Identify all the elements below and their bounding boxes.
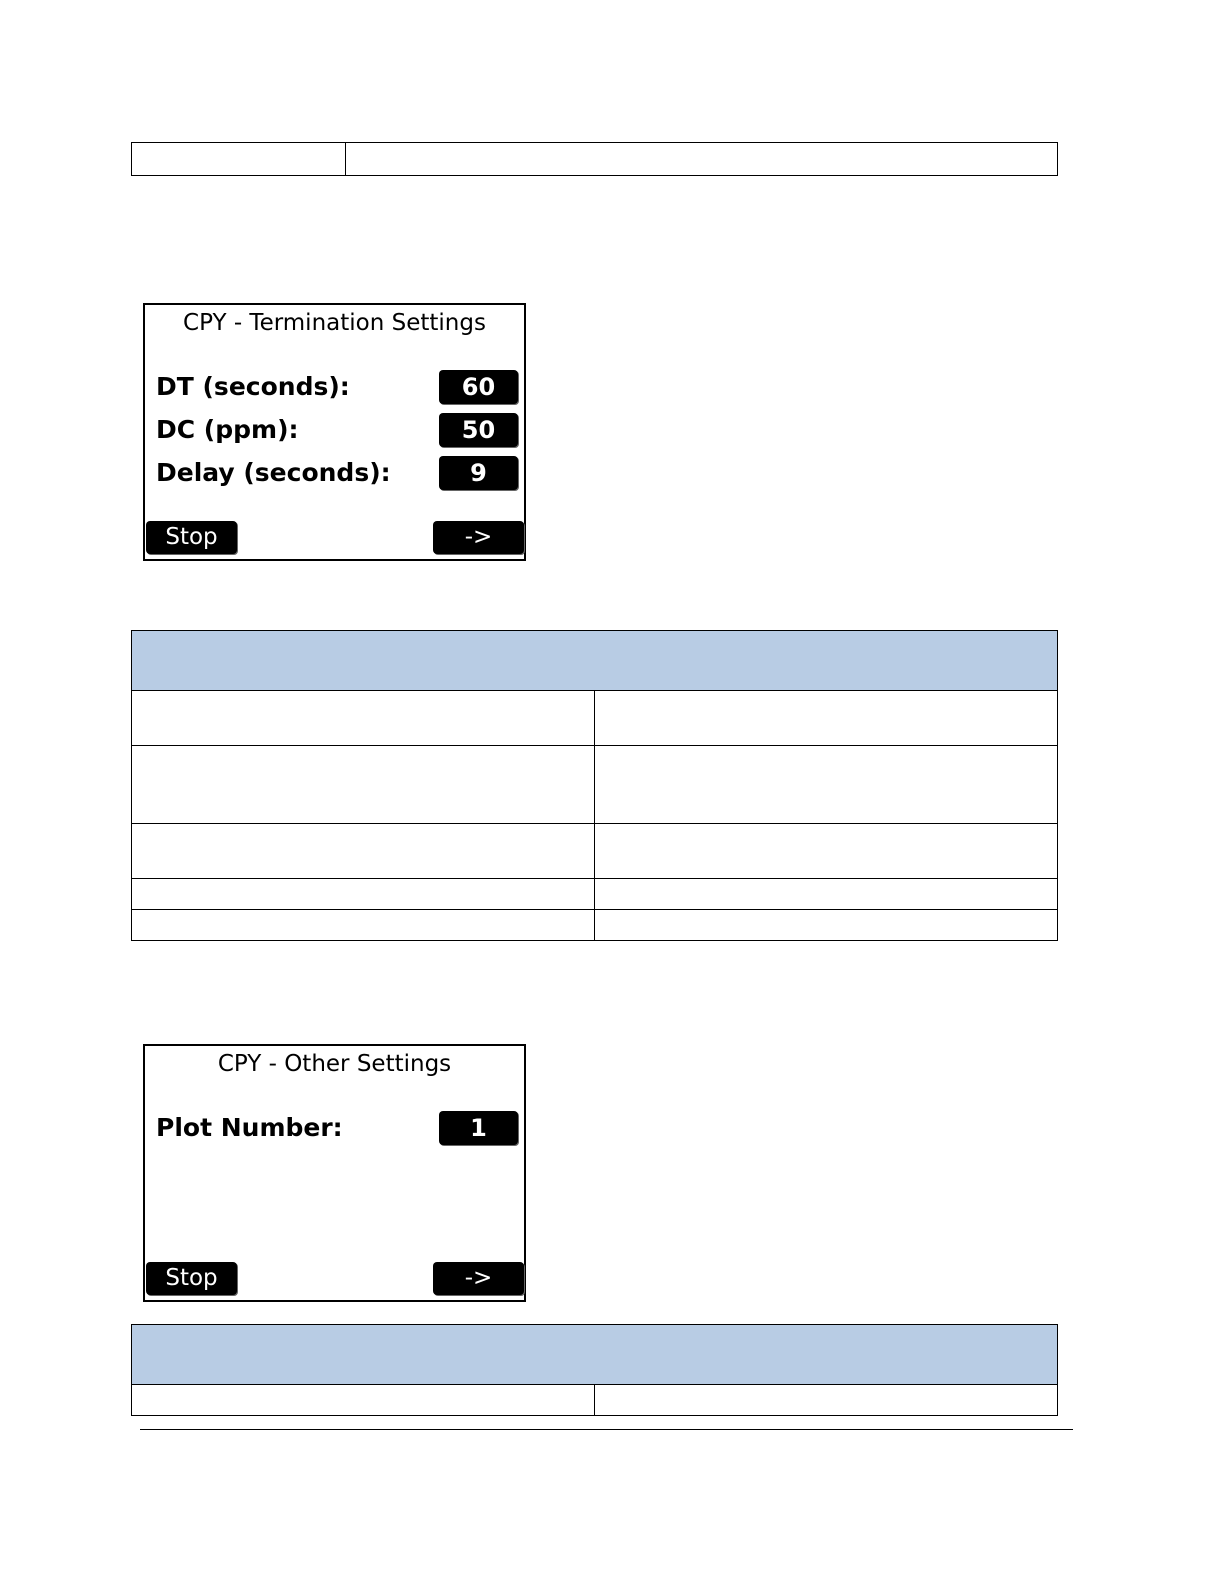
- plot-number-value[interactable]: 1: [439, 1111, 518, 1145]
- next-button[interactable]: ->: [433, 521, 524, 554]
- footer-divider: [140, 1429, 1073, 1430]
- stop-button[interactable]: Stop: [146, 521, 237, 554]
- table-cell: [595, 824, 1058, 879]
- table-cell: [132, 824, 595, 879]
- screen-title: CPY - Other Settings: [217, 1051, 452, 1077]
- table-cell: [595, 910, 1058, 941]
- table-header-cell: [132, 631, 1058, 691]
- table-cell: [346, 143, 1058, 176]
- table-row: [132, 910, 1058, 941]
- table-cell: [595, 879, 1058, 910]
- table-cell: [132, 1385, 595, 1416]
- delay-label: Delay (seconds):: [156, 458, 391, 487]
- bottom-table: [131, 1324, 1058, 1416]
- termination-settings-screen: [143, 303, 526, 561]
- dt-label: DT (seconds):: [156, 372, 350, 401]
- delay-value[interactable]: 9: [439, 456, 518, 490]
- next-button[interactable]: ->: [433, 1262, 524, 1295]
- table-cell: [595, 746, 1058, 824]
- table-row: [132, 824, 1058, 879]
- table-row: [132, 879, 1058, 910]
- other-settings-screen: [143, 1044, 526, 1302]
- table-header-row: [132, 1325, 1058, 1385]
- table-row: [132, 143, 1058, 176]
- top-table: [131, 142, 1058, 176]
- table-cell: [132, 691, 595, 746]
- settings-table: [131, 630, 1058, 941]
- table-cell: [132, 143, 346, 176]
- dt-value[interactable]: 60: [439, 370, 518, 404]
- table-cell: [132, 910, 595, 941]
- table-cell: [595, 1385, 1058, 1416]
- table-cell: [132, 879, 595, 910]
- screen-title: CPY - Termination Settings: [183, 310, 486, 336]
- table-header-row: [132, 631, 1058, 691]
- table-cell: [595, 691, 1058, 746]
- dc-value[interactable]: 50: [439, 413, 518, 447]
- stop-button[interactable]: Stop: [146, 1262, 237, 1295]
- table-row: [132, 746, 1058, 824]
- table-header-cell: [132, 1325, 1058, 1385]
- table-cell: [132, 746, 595, 824]
- table-row: [132, 691, 1058, 746]
- table-row: [132, 1385, 1058, 1416]
- plot-number-label: Plot Number:: [156, 1113, 343, 1142]
- dc-label: DC (ppm):: [156, 415, 299, 444]
